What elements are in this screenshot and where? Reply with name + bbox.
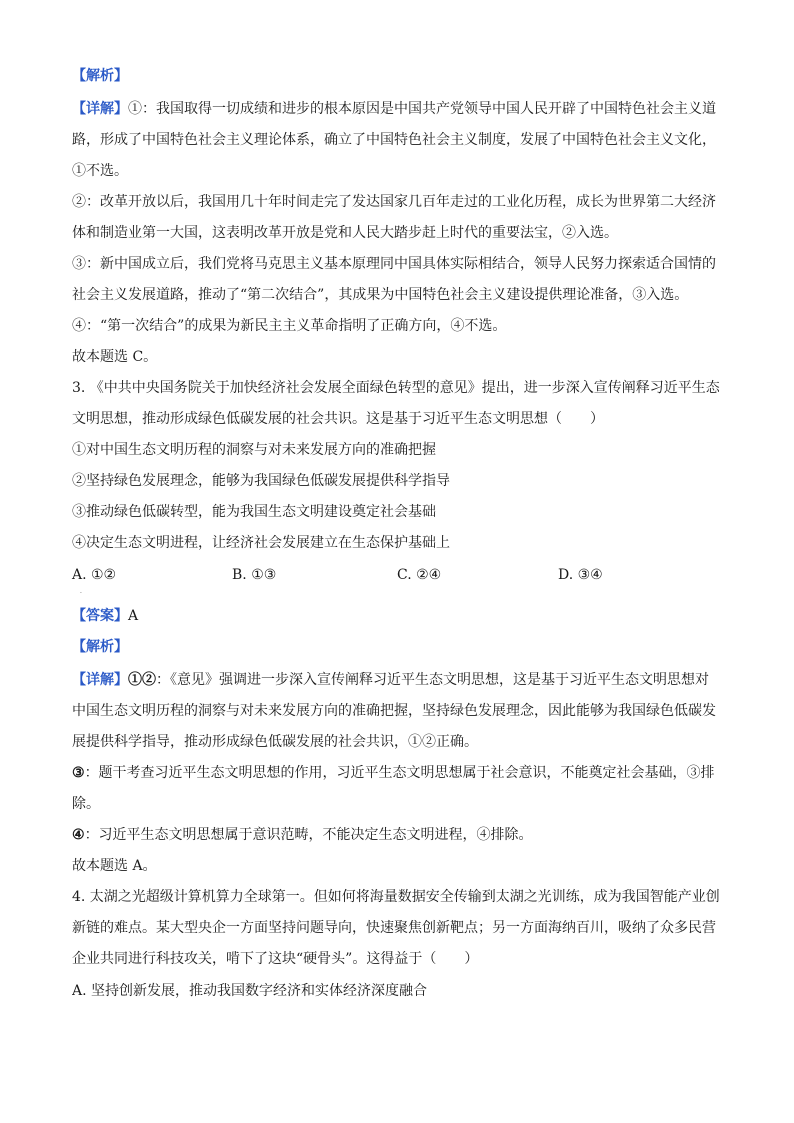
- detail-tag: 【详解】: [72, 101, 128, 117]
- question-3-item: ④决定生态文明进程，让经济社会发展建立在生态保护基础上: [72, 535, 450, 551]
- detail-paragraph-line: 中国生态文明历程的洞察与对未来发展方向的准确把握，坚持绿色发展理念，因此能够为我国绿色低碳发: [72, 703, 716, 719]
- option-d: D. ③④: [558, 567, 603, 583]
- detail-paragraph-line: 展提供科学指导，推动形成绿色低碳发展的社会共识，①②正确。: [72, 734, 478, 750]
- question-3-item: ②坚持绿色发展理念，能够为我国绿色低碳发展提供科学指导: [72, 473, 450, 489]
- detail-tag: 【详解】: [72, 672, 128, 688]
- question-3-item: ①对中国生态文明历程的洞察与对未来发展方向的准确把握: [72, 442, 436, 458]
- conclusion-line: 故本题选 C。: [72, 349, 158, 365]
- option-c: C. ②④: [397, 567, 442, 583]
- question-3-stem-line: 文明思想，推动形成绿色低碳发展的社会共识。这是基于习近平生态文明思想（ ）: [72, 411, 604, 427]
- question-3-options: [72, 565, 732, 587]
- detail-paragraph-line: 体和制造业第一大国，这表明改革开放是党和人民大踏步赶上时代的重要法宝，②入选。: [72, 225, 618, 241]
- detail-paragraph-line: ④：习近平生态文明思想属于意识范畴，不能决定生态文明进程，④排除。: [72, 827, 533, 843]
- question-4-stem-line: 4. 太湖之光超级计算机算力全球第一。但如何将海量数据安全传输到太湖之光训练，成为我国智能产业创: [72, 889, 720, 905]
- stray-mark: ·: [80, 590, 82, 597]
- option-a: A. ①②: [72, 567, 117, 583]
- detail-paragraph-line: 除。: [72, 796, 100, 812]
- detail-paragraph-line: ③：新中国成立后，我们党将马克思主义基本原理同中国具体实际相结合，领导人民努力探索适合国情的: [72, 256, 716, 272]
- detail-paragraph-line: ③：题干考查习近平生态文明思想的作用，习近平生态文明思想属于社会意识，不能奠定社会基础，③排: [72, 765, 715, 781]
- answer-line: [72, 606, 732, 628]
- option-a: A. 坚持创新发展，推动我国数字经济和实体经济深度融合: [72, 983, 428, 999]
- answer-tag: 【答案】: [72, 608, 128, 624]
- answer-value: A: [128, 608, 139, 624]
- detail-paragraph-line: ④：“第一次结合”的成果为新民主主义革命指明了正确方向，④不选。: [72, 318, 507, 334]
- detail-paragraph-line: ①不选。: [72, 163, 128, 179]
- option-b: B. ①③: [232, 567, 277, 583]
- conclusion-line: 故本题选 A。: [72, 858, 157, 874]
- analysis-tag: 【解析】: [72, 639, 128, 655]
- question-4-stem-line: 企业共同进行科技攻关，啃下了这块“硬骨头”。这得益于（ ）: [72, 951, 479, 967]
- question-4-stem-line: 新链的难点。某大型央企一方面坚持问题导向，快速聚焦创新靶点；另一方面海纳百川，吸纳了众多民营: [72, 920, 716, 936]
- detail-paragraph-line: 社会主义发展道路，推动了“第二次结合”，其成果为中国特色社会主义建设提供理论准备，③入选。: [72, 287, 689, 303]
- question-3-stem-line: 3. 《中共中央国务院关于加快经济社会发展全面绿色转型的意见》提出，进一步深入宣传阐释习近平生态: [72, 380, 720, 396]
- detail-paragraph-line: 【详解】①：我国取得一切成绩和进步的根本原因是中国共产党领导中国人民开辟了中国特色社会主义道: [72, 101, 716, 117]
- detail-paragraph-line: ②：改革开放以后，我国用几十年时间走完了发达国家几百年走过的工业化历程，成长为世界第二大经济: [72, 194, 716, 210]
- detail-paragraph-line: 【详解】①②：《意见》强调进一步深入宣传阐释习近平生态文明思想，这是基于习近平生态文明思想对: [72, 672, 709, 688]
- detail-paragraph-line: 路，形成了中国特色社会主义理论体系，确立了中国特色社会主义制度，发展了中国特色社会主义文化，: [72, 132, 716, 148]
- analysis-tag: 【解析】: [72, 68, 128, 84]
- question-3-item: ③推动绿色低碳转型，能为我国生态文明建设奠定社会基础: [72, 504, 436, 520]
